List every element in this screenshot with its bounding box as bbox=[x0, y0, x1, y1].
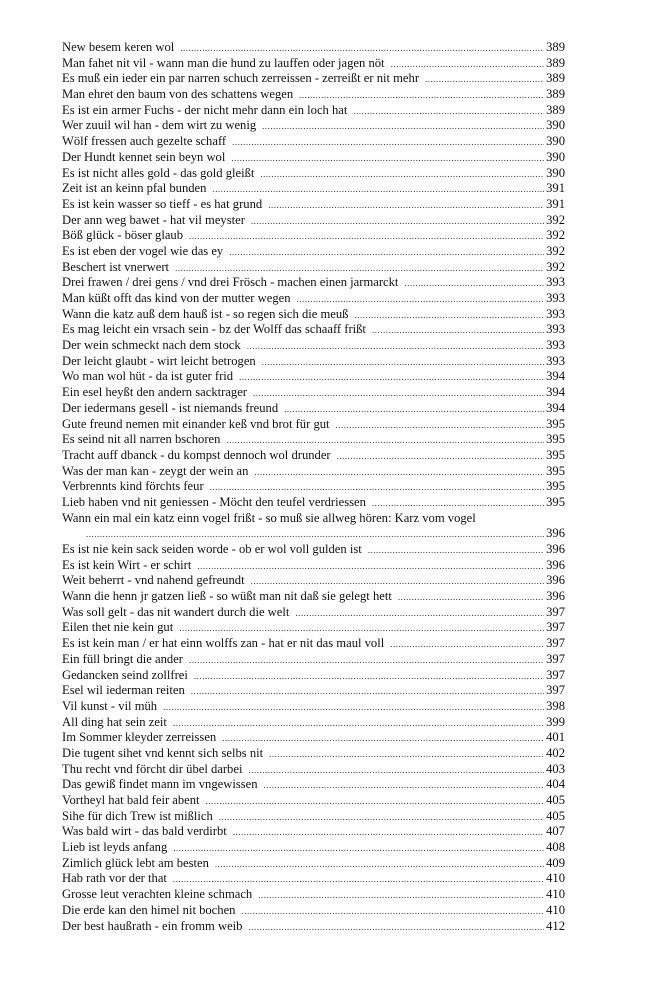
dot-leader bbox=[353, 104, 544, 119]
toc-entry-page-number: 390 bbox=[546, 134, 565, 149]
toc-entry bbox=[62, 369, 565, 385]
toc-entry bbox=[62, 793, 565, 809]
toc-entry-title: Im Sommer kleyder zerreissen bbox=[62, 730, 217, 745]
toc-entry-page-number: 397 bbox=[546, 667, 565, 682]
toc-entry-page-number: 402 bbox=[546, 745, 565, 760]
dot-leader bbox=[194, 669, 544, 684]
dot-leader bbox=[229, 245, 544, 260]
toc-entry-page-number: 392 bbox=[546, 228, 565, 243]
dot-leader bbox=[297, 292, 545, 307]
toc-entry-page-number: 395 bbox=[546, 416, 565, 431]
toc-entry-page-number: 392 bbox=[546, 243, 565, 258]
toc-entry-page-number: 410 bbox=[546, 887, 565, 902]
toc-entry bbox=[62, 809, 565, 825]
toc-entry-title: Vil kunst - vil müh bbox=[62, 698, 158, 713]
dot-leader bbox=[173, 716, 544, 731]
toc-entry-title: Wann ein mal ein katz einn vogel frißt - so muß sie allweg hören: Karz vom vogel bbox=[62, 510, 476, 525]
dot-leader bbox=[398, 590, 544, 605]
toc-entry bbox=[62, 103, 565, 119]
dot-leader bbox=[253, 386, 544, 401]
toc-entry bbox=[62, 636, 565, 652]
toc-entry-page-number: 395 bbox=[546, 432, 565, 447]
toc-entry bbox=[62, 166, 565, 182]
dot-leader bbox=[163, 700, 544, 715]
toc-entry-title: Verbrennts kind förchts feur bbox=[62, 479, 204, 494]
toc-entry-page-number: 395 bbox=[546, 463, 565, 478]
toc-entry-title: Weit beherrt - vnd nahend gefreundt bbox=[62, 573, 245, 588]
toc-entry-title: Lieb haben vnd nit geniessen - Möcht den teufel verdriessen bbox=[62, 494, 366, 509]
dot-leader bbox=[260, 167, 544, 182]
toc-entry bbox=[62, 620, 565, 636]
dot-leader bbox=[231, 151, 544, 166]
toc-entry bbox=[62, 56, 565, 72]
toc-entry bbox=[62, 715, 565, 731]
dot-leader bbox=[258, 888, 544, 903]
toc-entry-title: Was soll gelt - das nit wandert durch die welt bbox=[62, 604, 290, 619]
toc-entry-page-number: 393 bbox=[546, 353, 565, 368]
toc-entry bbox=[62, 134, 565, 150]
toc-entry bbox=[62, 542, 565, 558]
toc-entry-title: Man fahet nit vil - wann man die hund zu lauffen oder jagen nöt bbox=[62, 55, 385, 70]
toc-entry bbox=[62, 589, 565, 605]
dot-leader bbox=[268, 198, 544, 213]
dot-leader bbox=[180, 41, 544, 56]
toc-entry-title: Zeit ist an keinn pfal bunden bbox=[62, 181, 207, 196]
toc-entry-title: New besem keren wol bbox=[62, 40, 175, 54]
toc-entry-page-number: 392 bbox=[546, 259, 565, 274]
toc-entry-title: Es mag leicht ein vrsach sein - bz der Wolff das schaaff frißt bbox=[62, 322, 366, 337]
toc-entry bbox=[62, 903, 565, 919]
dot-leader bbox=[239, 370, 544, 385]
dot-leader bbox=[215, 857, 544, 872]
toc-entry-page-number: 390 bbox=[546, 165, 565, 180]
toc-entry-page-number: 393 bbox=[546, 322, 565, 337]
toc-entry-page-number: 391 bbox=[546, 181, 565, 196]
toc-entry bbox=[62, 291, 565, 307]
toc-entry-page-number: 412 bbox=[546, 918, 565, 933]
toc-entry bbox=[62, 385, 565, 401]
dot-leader bbox=[295, 606, 544, 621]
toc-entry-title: Zimlich glück lebt am besten bbox=[62, 855, 209, 870]
toc-entry bbox=[62, 683, 565, 699]
dot-leader bbox=[337, 449, 544, 464]
toc-entry-title: Drei frawen / drei gens / vnd drei Frösch - machen einen jarmarckt bbox=[62, 275, 399, 290]
toc-entry-title: Der Hundt kennet sein beyn wol bbox=[62, 149, 226, 164]
toc-entry-page-number: 397 bbox=[546, 620, 565, 635]
toc-entry-title: Der leicht glaubt - wirt leicht betrogen bbox=[62, 353, 256, 368]
toc-entry bbox=[62, 432, 565, 448]
toc-entry bbox=[62, 181, 565, 197]
dot-leader bbox=[173, 841, 544, 856]
toc-entry-title: Die erde kan den himel nit bochen bbox=[62, 902, 236, 917]
toc-entry-title: Wann die katz auß dem hauß ist - so regen sich die meuß bbox=[62, 306, 349, 321]
dot-leader bbox=[241, 904, 544, 919]
toc-entry bbox=[62, 573, 565, 589]
toc-entry bbox=[62, 87, 565, 103]
dot-leader bbox=[336, 418, 545, 433]
toc-entry-title: Man ehret den baum von des schattens wegen bbox=[62, 87, 294, 102]
dot-leader bbox=[247, 339, 544, 354]
dot-leader bbox=[425, 72, 544, 87]
toc-entry-title: Es ist kein wasser so tieff - es hat grund bbox=[62, 196, 263, 211]
toc-entry-page-number: 405 bbox=[546, 793, 565, 808]
toc-entry-page-number: 401 bbox=[546, 730, 565, 745]
toc-entry-page-number: 399 bbox=[546, 714, 565, 729]
toc-entry-page-number: 396 bbox=[546, 557, 565, 572]
dot-leader bbox=[269, 747, 544, 762]
toc-entry-title: Der iedermans gesell - ist niemands freund bbox=[62, 400, 279, 415]
toc-entry-title: Ein füll bringt die ander bbox=[62, 651, 184, 666]
toc-entry bbox=[62, 762, 565, 778]
toc-entry-page-number: 394 bbox=[546, 369, 565, 384]
toc-entry-title: Es seind nit all narren bschoren bbox=[62, 432, 221, 447]
toc-entry-title: Es ist nie kein sack seiden worde - ob er wol voll gulden ist bbox=[62, 542, 362, 557]
toc-entry-page-number: 397 bbox=[546, 604, 565, 619]
toc-entry-title: Die tugent sihet vnd kennt sich selbs nit bbox=[62, 745, 264, 760]
toc-entry bbox=[62, 605, 565, 621]
toc-entry-page-number: 396 bbox=[546, 542, 565, 557]
dot-leader bbox=[390, 637, 544, 652]
toc-entry-title: Es ist nicht alles gold - das gold gleißt bbox=[62, 165, 255, 180]
toc-entry bbox=[62, 448, 565, 464]
dot-leader bbox=[175, 261, 544, 276]
dot-leader bbox=[251, 574, 545, 589]
dot-leader bbox=[251, 214, 544, 229]
toc-entry bbox=[62, 354, 565, 370]
toc-entry bbox=[62, 919, 565, 935]
toc-entry bbox=[62, 322, 565, 338]
toc-entry bbox=[62, 213, 565, 229]
toc-entry bbox=[62, 699, 565, 715]
toc-entry bbox=[62, 824, 565, 840]
toc-entry-title: Ein esel heyßt den andern sacktrager bbox=[62, 385, 247, 400]
dot-leader bbox=[368, 543, 544, 558]
toc-entry-title: Gedancken seind zollfrei bbox=[62, 667, 188, 682]
toc-entry-page-number: 393 bbox=[546, 291, 565, 305]
toc-entry-title: Der best haußrath - ein fromm weib bbox=[62, 918, 243, 933]
toc-entry-page-number: 389 bbox=[546, 71, 565, 86]
toc-entry bbox=[62, 668, 565, 684]
toc-entry bbox=[62, 840, 565, 856]
toc-entry-title: Sihe für dich Trew ist mißlich bbox=[62, 808, 213, 823]
dot-leader bbox=[391, 57, 545, 72]
toc-entry-page-number: 403 bbox=[546, 761, 565, 776]
toc-entry-page-number: 390 bbox=[546, 149, 565, 164]
toc-entry-page-number: 397 bbox=[546, 636, 565, 651]
toc-entry-title: Hab rath vor der that bbox=[62, 871, 167, 886]
toc-entry-title: Esel wil iederman reiten bbox=[62, 683, 185, 698]
dot-leader bbox=[372, 496, 544, 511]
toc-entry bbox=[62, 777, 565, 793]
toc-entry-page-number: 389 bbox=[546, 102, 565, 117]
toc-entry-page-number: 396 bbox=[546, 573, 565, 588]
toc-entry-page-number: 392 bbox=[546, 212, 565, 227]
toc-entry-title: Eilen thet nie kein gut bbox=[62, 620, 174, 635]
toc-entry bbox=[62, 746, 565, 762]
toc-entry bbox=[62, 856, 565, 872]
toc-entry-title: Es ist kein man / er hat einn wolffs zan - hat er nit das maul voll bbox=[62, 636, 385, 651]
dot-leader bbox=[248, 920, 544, 935]
dot-leader bbox=[197, 559, 544, 574]
toc-entry-page-number: 393 bbox=[546, 306, 565, 321]
toc-entry bbox=[62, 464, 565, 480]
toc-entry-page-number: 390 bbox=[546, 118, 565, 133]
dot-leader bbox=[191, 684, 544, 699]
toc-entry-title: Böß glück - böser glaub bbox=[62, 228, 184, 243]
dot-leader bbox=[189, 229, 544, 244]
toc-entry-title: Vortheyl hat bald feir abent bbox=[62, 793, 200, 808]
toc-entry bbox=[62, 495, 565, 511]
toc-entry bbox=[62, 197, 565, 213]
toc-entry-title: Es ist kein Wirt - er schirt bbox=[62, 557, 192, 572]
toc-entry bbox=[62, 244, 565, 260]
toc-entry-title: Lieb ist leyds anfang bbox=[62, 840, 168, 855]
toc-entry-title: Wo man wol hüt - da ist guter frid bbox=[62, 369, 234, 384]
toc-entry-page-number: 405 bbox=[546, 808, 565, 823]
toc-entry bbox=[62, 228, 565, 244]
dot-leader bbox=[264, 778, 545, 793]
dot-leader bbox=[219, 810, 544, 825]
dot-leader bbox=[254, 465, 544, 480]
dot-leader bbox=[212, 182, 544, 197]
toc-entry bbox=[62, 71, 565, 87]
toc-entry-page-number: 396 bbox=[546, 589, 565, 604]
toc-entry bbox=[62, 307, 565, 323]
dot-leader bbox=[222, 731, 544, 746]
dot-leader bbox=[262, 355, 544, 370]
toc-entry-title: Es ist ein armer Fuchs - der nicht mehr dann ein loch hat bbox=[62, 102, 348, 117]
toc-entry-page-number: 395 bbox=[546, 479, 565, 494]
toc-entry-title: Tracht auff dbanck - du kompst dennoch wol drunder bbox=[62, 447, 331, 462]
dot-leader bbox=[354, 308, 544, 323]
toc-entry-title: Was bald wirt - das bald verdirbt bbox=[62, 824, 227, 839]
toc-entry-title: Grosse leut verachten kleine schmach bbox=[62, 887, 253, 902]
toc-entry-title: Es ist eben der vogel wie das ey bbox=[62, 243, 224, 258]
toc-entry-page-number: 389 bbox=[546, 87, 565, 102]
toc-entry-page-number: 404 bbox=[546, 777, 565, 792]
dot-leader bbox=[262, 119, 544, 134]
toc-entry-page-number: 394 bbox=[546, 400, 565, 415]
toc-entry bbox=[62, 887, 565, 903]
toc-entry-title: Wann die henn jr gatzen ließ - so wüßt man nit daß sie gelegt hett bbox=[62, 589, 392, 604]
dot-leader bbox=[206, 794, 545, 809]
dot-leader bbox=[299, 88, 544, 103]
dot-leader bbox=[404, 276, 544, 291]
dot-leader bbox=[86, 527, 544, 542]
toc-entry-title: Es muß ein ieder ein par narren schuch zerreissen - zerreißt er nit mehr bbox=[62, 71, 420, 86]
toc-entry-title: Beschert ist vnerwert bbox=[62, 259, 170, 274]
toc-entry-title: Das gewiß findet mann im vngewissen bbox=[62, 777, 258, 792]
toc-entry-page-number: 410 bbox=[546, 871, 565, 886]
dot-leader bbox=[233, 825, 544, 840]
toc-entry-title: All ding hat sein zeit bbox=[62, 714, 167, 729]
dot-leader bbox=[226, 433, 544, 448]
toc-entry bbox=[62, 118, 565, 134]
dot-leader bbox=[173, 872, 544, 887]
toc-entry-page-number: 408 bbox=[546, 840, 565, 855]
toc-entry-page-number: 389 bbox=[546, 55, 565, 70]
toc-entry-page-number: 394 bbox=[546, 385, 565, 400]
toc-entry-page-number: 389 bbox=[546, 40, 565, 54]
toc-entry-page-number: 393 bbox=[546, 275, 565, 290]
toc-entry bbox=[62, 479, 565, 495]
toc-entry-title: Wer zuuil wil han - dem wirt zu wenig bbox=[62, 118, 257, 133]
toc-entry-title: Thu recht vnd förcht dir übel darbei bbox=[62, 761, 243, 776]
toc-entry bbox=[62, 338, 565, 354]
table-of-contents bbox=[62, 40, 565, 934]
toc-entry bbox=[62, 260, 565, 276]
toc-entry bbox=[62, 652, 565, 668]
toc-entry-page-number: 397 bbox=[546, 651, 565, 666]
dot-leader bbox=[248, 763, 544, 778]
toc-entry-title: Der ann weg bawet - hat vil meyster bbox=[62, 212, 245, 227]
dot-leader bbox=[372, 323, 544, 338]
dot-leader bbox=[284, 402, 544, 417]
toc-entry-title: Der wein schmeckt nach dem stock bbox=[62, 338, 241, 353]
toc-entry-page-number: 407 bbox=[546, 824, 565, 839]
toc-entry bbox=[62, 871, 565, 887]
dot-leader bbox=[189, 653, 544, 668]
dot-leader bbox=[179, 621, 544, 636]
toc-entry-page-number: 396 bbox=[546, 526, 565, 541]
toc-entry bbox=[62, 558, 565, 574]
toc-entry-page-number: 398 bbox=[546, 698, 565, 713]
toc-entry bbox=[62, 401, 565, 417]
toc-entry-page-number: 410 bbox=[546, 902, 565, 917]
toc-entry-title: Was der man kan - zeygt der wein an bbox=[62, 463, 249, 478]
dot-leader bbox=[210, 480, 544, 495]
toc-entry-page-number: 395 bbox=[546, 447, 565, 462]
toc-entry-page-number: 397 bbox=[546, 683, 565, 698]
toc-entry-page-number: 393 bbox=[546, 338, 565, 353]
toc-entry-page-number: 395 bbox=[546, 494, 565, 509]
toc-entry-page-number: 409 bbox=[546, 855, 565, 870]
toc-entry-page-number: 391 bbox=[546, 196, 565, 211]
toc-entry bbox=[62, 511, 565, 542]
toc-entry bbox=[62, 150, 565, 166]
toc-entry bbox=[62, 40, 565, 56]
toc-entry bbox=[62, 275, 565, 291]
toc-entry-title: Gute freund nemen mit einander keß vnd brot für gut bbox=[62, 416, 330, 431]
toc-entry bbox=[62, 417, 565, 433]
toc-entry bbox=[62, 730, 565, 746]
toc-entry-title: Man küßt offt das kind von der mutter wegen bbox=[62, 291, 291, 305]
toc-entry-title: Wölf fressen auch gezelte schaff bbox=[62, 134, 227, 149]
dot-leader bbox=[232, 135, 544, 150]
